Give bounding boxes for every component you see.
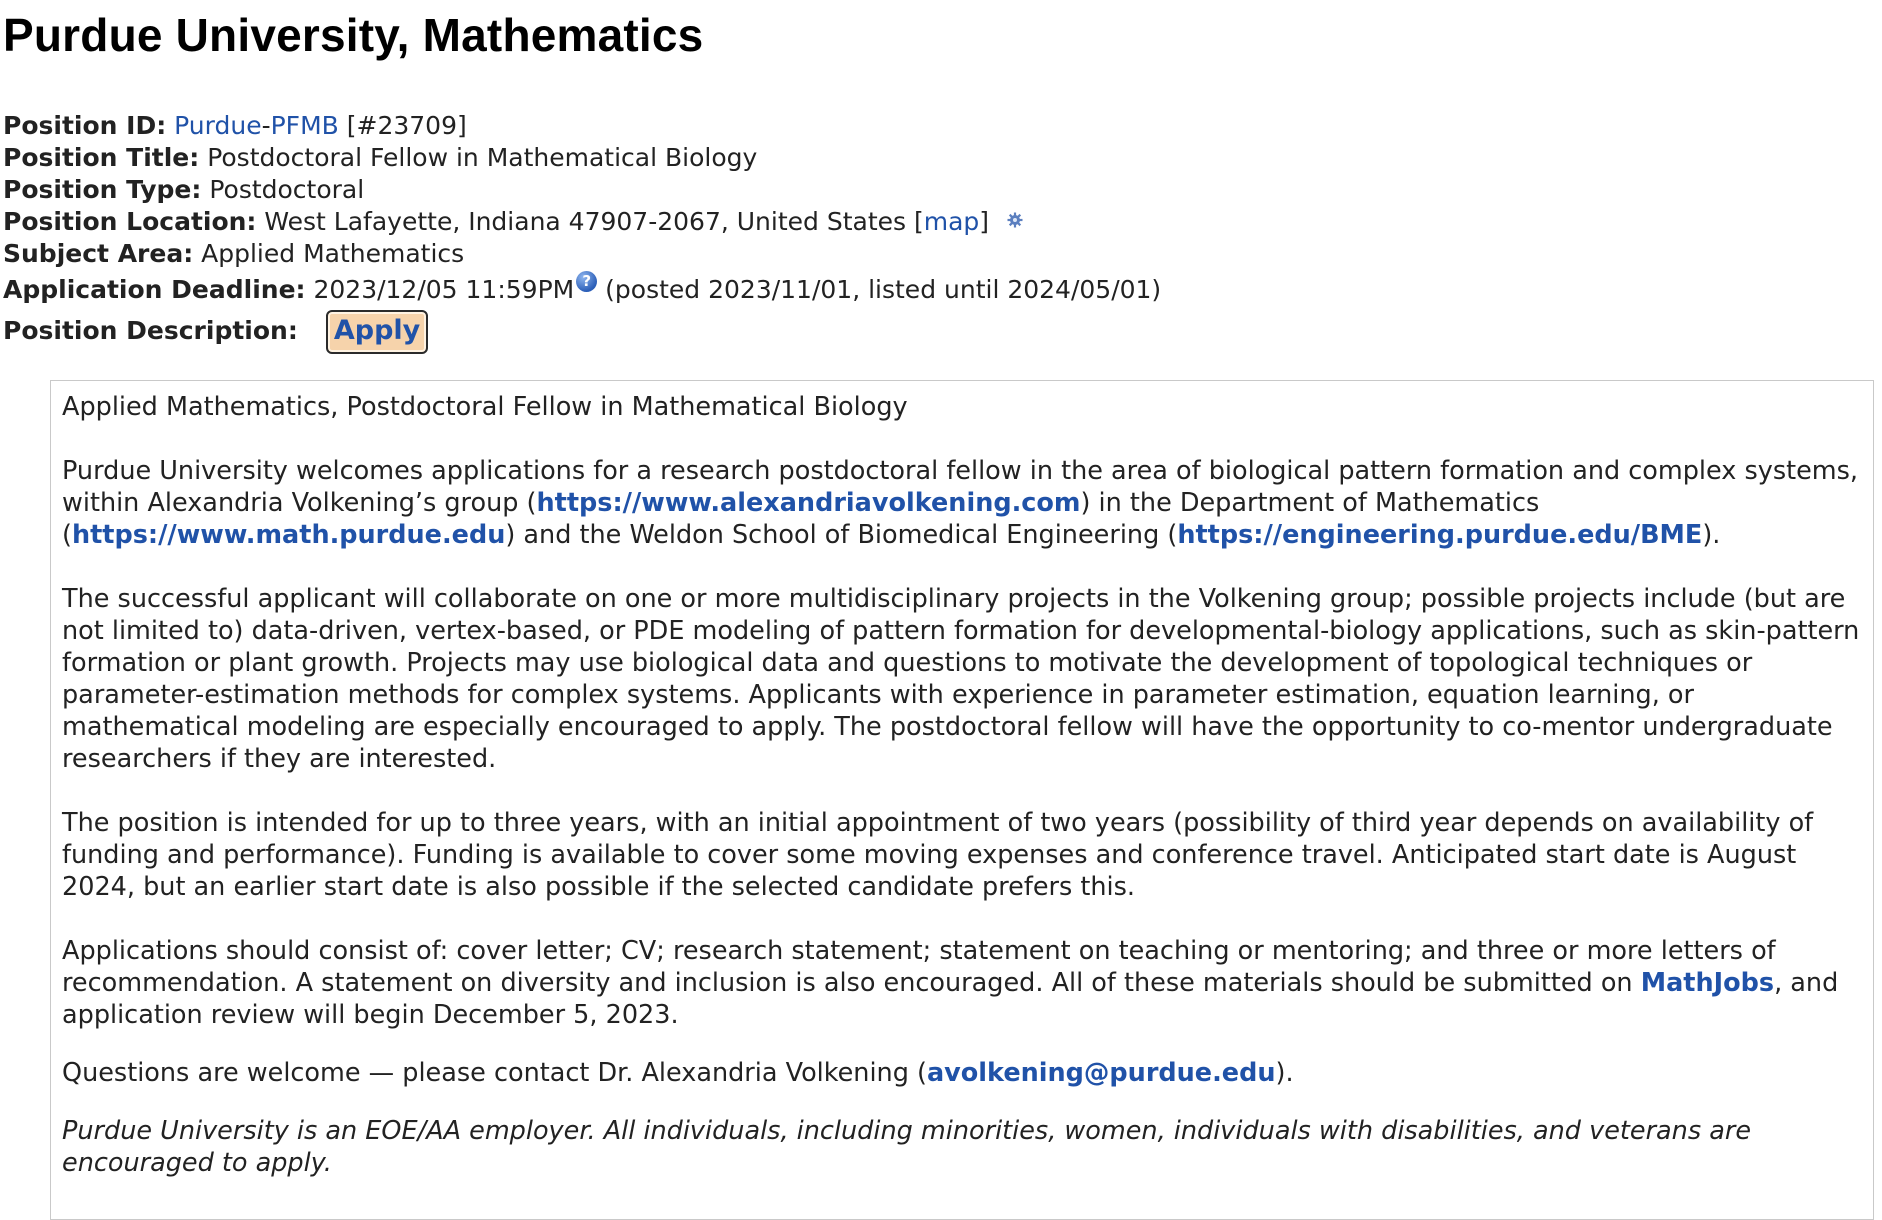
position-meta xyxy=(3,110,1161,350)
description-paragraph-1 xyxy=(62,455,1862,551)
p4-text-b: , and application review will begin December 5, 2023. xyxy=(62,968,1839,1030)
description-paragraph-5 xyxy=(62,1057,1862,1089)
position-id-number: [#23709] xyxy=(338,111,467,140)
pfmb-link[interactable]: PFMB xyxy=(270,111,339,140)
description-paragraph-2: The successful applicant will collaborate on one or more multidisciplinary projects in the Volkening group; possible projects include (but are not limited to) data-driven, vertex-based, or PDE modeling of pattern formation for developmental-biology applications, such as skin-pattern formation or plant growth. Projects may use biological data and questions to motivate the development of topological techniques or parameter-estimation methods for complex systems. Applicants with experience in parameter estimation, equation learning, or mathematical modeling are especially encouraged to apply. The postdoctoral fellow will have the opportunity to co-mentor undergraduate researchers if they are interested. xyxy=(62,584,1860,774)
eoe-statement: Purdue University is an EOE/AA employer. All individuals, including minorities, women, individuals with disabilities, and veterans are encouraged to apply. xyxy=(62,1116,1752,1178)
description-paragraph-4 xyxy=(62,935,1862,1031)
position-location-row xyxy=(3,206,1161,238)
description-paragraph-3: The position is intended for up to three years, with an initial appointment of two years (possibility of third year depends on availability of funding and performance). Funding is available to cover some moving expenses and conference travel. Anticipated start date is August 2024, but an earlier start date is also possible if the selected candidate prefers this. xyxy=(62,808,1814,902)
map-link[interactable]: map xyxy=(923,207,980,236)
position-type-value: Postdoctoral xyxy=(201,175,365,204)
position-id-separator: - xyxy=(261,111,271,140)
p1-text-d: ). xyxy=(1702,520,1721,550)
contact-email-link[interactable]: avolkening@purdue.edu xyxy=(926,1058,1276,1088)
subject-area-value: Applied Mathematics xyxy=(193,239,465,268)
position-description xyxy=(50,380,1874,1220)
gear-icon[interactable] xyxy=(1007,212,1023,228)
p5-text-a: Questions are welcome — please contact Dr. Alexandria Volkening ( xyxy=(62,1058,927,1088)
description-label: Position Description: xyxy=(3,316,298,345)
math-dept-link[interactable]: https://www.math.purdue.edu xyxy=(71,520,506,550)
deadline-note: (posted 2023/11/01, listed until 2024/05/01) xyxy=(597,275,1162,304)
p4-text-a: Applications should consist of: cover letter; CV; research statement; statement on teaching or mentoring; and three or more letters of recommendation. A statement on diversity and inclusion is also encouraged. All of these materials should be submitted on xyxy=(62,936,1776,998)
p5-text-b: ). xyxy=(1275,1058,1294,1088)
position-location-label: Position Location: xyxy=(3,207,257,236)
purdue-link[interactable]: Purdue xyxy=(174,111,262,140)
subject-area-row xyxy=(3,238,1161,270)
help-icon[interactable]: ? xyxy=(576,271,597,292)
position-id-row xyxy=(3,110,1161,142)
position-type-label: Position Type: xyxy=(3,175,202,204)
position-id-label: Position ID: xyxy=(3,111,167,140)
position-title-row xyxy=(3,142,1161,174)
p1-text-b: ) in the Department of Mathematics ( xyxy=(62,488,1540,550)
apply-button[interactable]: Apply xyxy=(326,310,428,354)
position-type-row xyxy=(3,174,1161,206)
deadline-label: Application Deadline: xyxy=(3,275,306,304)
description-row xyxy=(3,310,1161,350)
subject-area-label: Subject Area: xyxy=(3,239,194,268)
description-heading: Applied Mathematics, Postdoctoral Fellow in Mathematical Biology xyxy=(62,392,908,422)
deadline-row xyxy=(3,270,1161,310)
volkening-site-link[interactable]: https://www.alexandriavolkening.com xyxy=(536,488,1081,518)
position-title-value: Postdoctoral Fellow in Mathematical Biology xyxy=(199,143,758,172)
position-location-value: West Lafayette, Indiana 47907-2067, United States [ xyxy=(256,207,924,236)
map-bracket-close: ] xyxy=(979,207,990,236)
mathjobs-link[interactable]: MathJobs xyxy=(1640,968,1775,998)
position-title-label: Position Title: xyxy=(3,143,200,172)
page-title: Purdue University, Mathematics xyxy=(3,9,704,61)
deadline-value: 2023/12/05 11:59PM xyxy=(305,275,575,304)
bme-link[interactable]: https://engineering.purdue.edu/BME xyxy=(1177,520,1703,550)
p1-text-c: ) and the Weldon School of Biomedical Engineering ( xyxy=(505,520,1178,550)
p1-text-a: Purdue University welcomes applications for a research postdoctoral fellow in the area of biological pattern formation and complex systems, within Alexandria Volkening’s group ( xyxy=(62,456,1859,518)
